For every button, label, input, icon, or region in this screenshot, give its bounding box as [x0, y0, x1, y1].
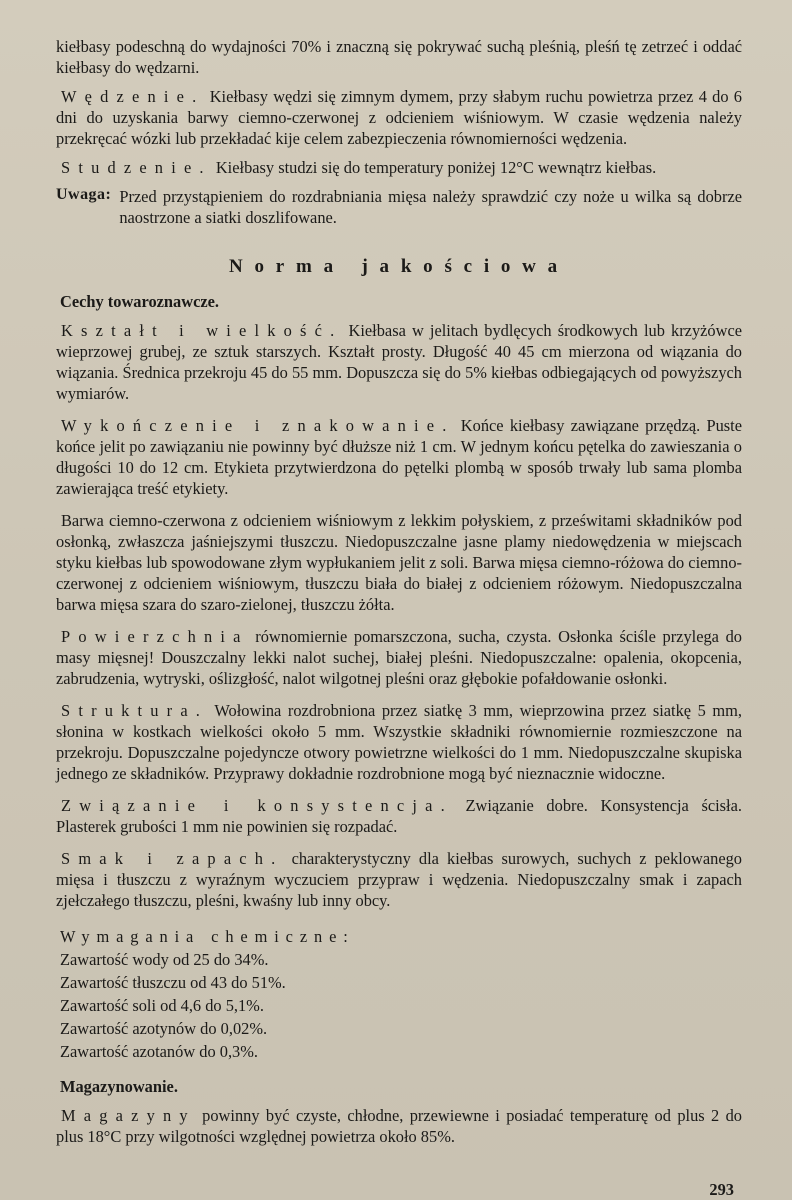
cooling-label: Studzenie.	[61, 158, 212, 177]
storage-label: Magazyny	[61, 1106, 196, 1125]
page-number: 293	[709, 1180, 734, 1199]
taste-text: charakterystyczny dla kiełbas surowych, suchych z peklowanego mięsa i tłuszczu z wyraźnym wyczuciem przypraw i wędzenia. Niedopuszczalny smak i zapach zjełczałego tłuszczu, pleśni, kwaśny lub inny obcy.	[56, 849, 742, 910]
surface-text: równomiernie pomarszczona, sucha, czysta. Osłonka ściśle przylega do masy mięsnej! Douszczalny lekki nalot suchej, białej pleśni. Niedopuszczalne: opalenia, okopcenia, zabrudzenia, wytryski, oślizgłość, nalot wilgotnej pleśni oraz głębokie pofałdowanie osłonki.	[56, 627, 742, 688]
section-title: Norma jakościowa	[229, 256, 569, 277]
cooling-paragraph	[56, 157, 742, 178]
taste-label: Smak i zapach.	[61, 849, 284, 868]
finishing-label: Wykończenie i znakowanie.	[61, 416, 455, 435]
binding-paragraph	[56, 795, 742, 837]
structure-paragraph	[56, 700, 742, 784]
structure-text: Wołowina rozdrobniona przez siatkę 3 mm, wieprzowina przez siatkę 5 mm, słonina w kostkach wielkości około 5 mm. Wszystkie składniki równomiernie rozmieszczone na przekroju. Dopuszczalne pojedyncze otwory powietrzne wielkości do 1 mm. Niedopuszczalne skupiska jednego ze składników. Przyprawy dokładnie rozdrobnione mogą być nieznacznie widoczne.	[56, 701, 742, 783]
intro-paragraph: kiełbasy podeschną do wydajności 70% i znaczną się pokrywać suchą pleśnią, pleśń tę zetrzeć i oddać kiełbasy do wędzarni.	[56, 37, 742, 77]
binding-text: Związanie dobre. Konsystencja ścisła. Plasterek grubości 1 mm nie powinien się rozpadać.	[56, 796, 742, 836]
storage-paragraph	[56, 1105, 742, 1147]
chemical-item: Zawartość azotynów do 0,02%.	[60, 1019, 268, 1038]
chemical-item: Zawartość soli od 4,6 do 5,1%.	[60, 996, 264, 1015]
storage-heading: Magazynowanie.	[60, 1077, 178, 1096]
structure-label: Struktura.	[61, 701, 209, 720]
chemical-item: Zawartość azotanów do 0,3%.	[60, 1042, 258, 1061]
binding-label: Związanie i konsystencja.	[61, 796, 453, 815]
chemical-requirements	[56, 925, 742, 1063]
note-paragraph	[56, 186, 742, 228]
note-label: Uwaga:	[56, 186, 112, 203]
color-paragraph: Barwa ciemno-czerwona z odcieniem wiśniowym z lekkim połyskiem, z prześwitami składników pod osłonką, zwłaszcza jaśniejszymi tłuszczu. Niedopuszczalne jasne plamy niedowędzenia w miejscach styku kiełbas lub spowodowane złym wypłukaniem jelit z soli. Barwa mięsa ciemno-różowa do ciemno-czerwonej z odcieniem wiśniowym, tłuszczu biała do białej z odcieniem różowym. Niedopuszczalna barwa mięsa szara do szaro-zielonej, tłuszczu żółta.	[56, 511, 742, 614]
shape-text: Kiełbasa w jelitach bydlęcych środkowych lub krzyżówce wieprzowej grubej, ze sztuk starszych. Kształt prosty. Długość 40 45 cm mierzona od wiązania do wiązania. Średnica przekroju 45 do 55 mm. Dopuszcza się do 5% kiełbas odbiegających od powyższych wymiarów.	[56, 321, 742, 403]
finishing-text: Końce kiełbasy zawiązane przędzą. Puste końce jelit po zawiązaniu nie powinny być dłuższe niż 1 cm. W jednym końcu pętelka do zawieszania o długości 10 do 12 cm. Etykieta przytwierdzona do pętelki plombą w sposób trwały lub sama plomba zawierająca treść etykiety.	[56, 416, 742, 498]
chemical-title: Wymagania chemiczne:	[60, 927, 355, 946]
smoking-text: Kiełbasy wędzi się zimnym dymem, przy słabym ruchu powietrza przez 4 do 6 dni do uzyskania barwy ciemno-czerwonej z odcieniem wiśniowym. W czasie wędzenia należy przekręcać wózki lub przekładać kije celem zabezpieczenia równomierności wędzenia.	[56, 87, 742, 148]
cooling-text: Kiełbasy studzi się do temperatury poniżej 12°C wewnątrz kiełbas.	[215, 158, 657, 177]
taste-paragraph	[56, 848, 742, 911]
smoking-paragraph	[56, 86, 742, 149]
note-text: Przed przystąpieniem do rozdrabniania mięsa należy sprawdzić czy noże u wilka są dobrze naostrzone a siatki doszlifowane.	[119, 187, 742, 227]
features-heading: Cechy towaroznawcze.	[60, 292, 220, 311]
surface-paragraph	[56, 626, 742, 689]
surface-label: Powierzchnia	[61, 627, 249, 646]
chemical-item: Zawartość wody od 25 do 34%.	[60, 950, 269, 969]
chemical-item: Zawartość tłuszczu od 43 do 51%.	[60, 973, 286, 992]
shape-paragraph	[56, 320, 742, 404]
shape-label: Kształt i wielkość.	[61, 321, 343, 340]
finishing-paragraph	[56, 415, 742, 499]
smoking-label: Wędzenie.	[61, 87, 205, 106]
storage-text: powinny być czyste, chłodne, przewiewne i posiadać temperaturę od plus 2 do plus 18°C przy wilgotności względnej powietrza około 85%.	[56, 1106, 742, 1146]
